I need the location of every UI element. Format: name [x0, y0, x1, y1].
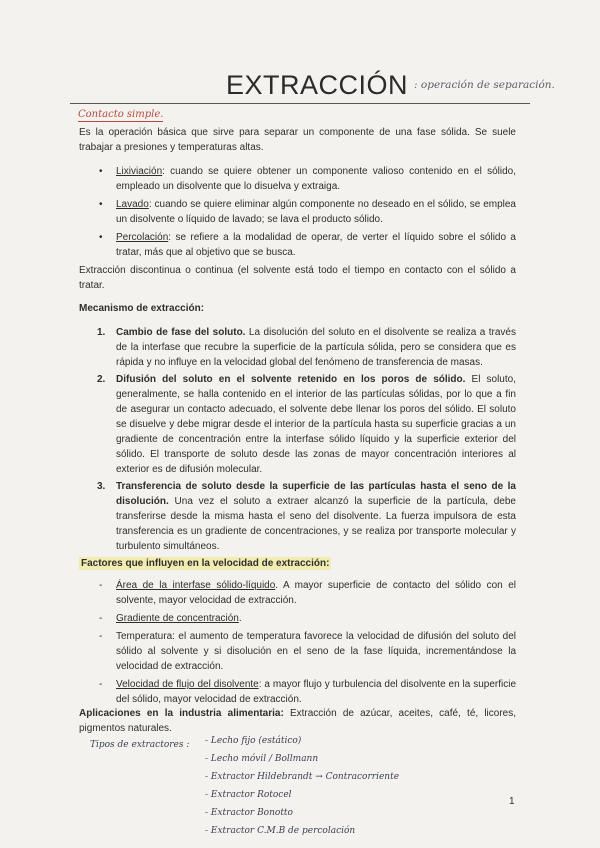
factor-text: . A mayor superficie de contacto del sólido con el solvente, mayor velocidad de extracción.: [116, 580, 516, 606]
step-number: 3.: [97, 481, 106, 492]
factor-text: : a mayor flujo y turbulencia del disolvente en la superficie del sólido, mayor velocidad de extracción.: [116, 679, 516, 705]
title-row: [226, 70, 555, 101]
factor-area: [79, 578, 516, 608]
applications-heading: Aplicaciones en la industria alimentaria:: [79, 708, 284, 719]
handwritten-extractors-label: Tipos de extractores :: [90, 740, 190, 750]
mechanism-steps: [79, 325, 516, 554]
step-number: 2.: [97, 374, 106, 385]
description: cuando se quiere eliminar algún componente no deseado en el sólido, se emplea un disolvente o líquido de lavado; se lava el producto sólido.: [116, 199, 516, 225]
handwritten-extractor-item: - Lecho móvil / Bollmann: [205, 754, 319, 764]
description: cuando se quiere obtener un componente valioso contenido en el sólido, empleado un disolvente que lo disuelva y extraiga.: [116, 166, 516, 192]
term: Percolación: [116, 232, 169, 243]
factor-text: .: [238, 613, 242, 624]
step-3: [79, 479, 516, 554]
factor-flow: [79, 677, 516, 707]
step-text: La disolución del soluto en el disolvente se realiza a través de la interfase que recubre la superficie de la partícula sólida, pero se considera que es rápida y no influye en la velocidad global del fenómeno de transferencia de masas.: [116, 327, 516, 368]
step-text: El soluto, generalmente, se halla contenido en el interior de las partículas sólidas, por lo que a fin de asegurar un contacto adecuado, el solvente debe llenar los poros del sólido. El soluto se disuelve y debe migrar desde el interior de la partícula hasta su superficie gracias a un gradiente de concentración entre la interfase sólido líquido y la superficie exterior del sólido. El transporte de soluto desde las zonas de mayor concentración interiores al exterior es de difusión molecular.: [116, 374, 516, 475]
factors-list-block: [79, 578, 516, 710]
step-text: Una vez el soluto a extraer alcanzó la superficie de la partícula, debe transferirse desde la misma hasta el seno del disolvente. La fuerza impulsora de esta transferencia es un gradiente de concentraciones, y se realiza por transporte molecular y turbulento simultáneos.: [116, 496, 516, 552]
factor-term: Gradiente de concentración: [116, 613, 239, 624]
description: se refiere a la modalidad de operar, de verter el líquido sobre el sólido a tratar, más que al objetivo que se busca.: [116, 232, 516, 258]
list-item-lavado: • Lavado: cuando se quiere eliminar algún componente no deseado en el sólido, se emplea un disolvente o líquido de lavado; se lava el producto sólido.: [79, 197, 516, 227]
types-list-block: [79, 164, 516, 263]
continuous-paragraph: [79, 263, 516, 293]
handwritten-title-note: : operación de separación.: [414, 79, 555, 91]
step-number: 1.: [97, 327, 106, 338]
handwritten-extractor-item: - Extractor Bonotto: [205, 808, 293, 818]
handwritten-extractor-item: - Extractor C.M.B de percolación: [205, 826, 356, 836]
step-title: Cambio de fase del soluto.: [116, 327, 246, 338]
handwritten-section-label: Contacto simple.: [78, 109, 164, 120]
continuous-text: Extracción discontinua o continua (el solvente está todo el tiempo en contacto con el sólido a tratar.: [79, 265, 516, 291]
factors-list: [79, 578, 516, 707]
list-item-percolacion: • Percolación: se refiere a la modalidad de operar, de verter el líquido sobre el sólido a tratar, más que al objetivo que se busca.: [79, 230, 516, 260]
list-item-lixiviacion: • Lixiviación: cuando se quiere obtener un componente valioso contenido en el sólido, empleado un disolvente que lo disuelva y extraiga.: [79, 164, 516, 194]
title-underline: [70, 103, 530, 104]
applications-block: [79, 706, 516, 736]
mechanism-steps-block: [79, 325, 516, 556]
factors-heading: Factores que influyen en la velocidad de extracción:: [81, 558, 330, 569]
term: Lavado: [116, 199, 149, 210]
step-2: [79, 372, 516, 477]
factor-term: Velocidad de flujo del disolvente: [116, 679, 259, 690]
types-list: [79, 164, 516, 260]
applications-text: Extracción de azúcar, aceites, café, té, licores, pigmentos naturales.: [79, 708, 517, 734]
factor-gradient: [79, 611, 516, 626]
step-1: [79, 325, 516, 370]
intro-paragraph: [79, 125, 516, 155]
mechanism-heading: Mecanismo de extracción:: [79, 303, 205, 314]
term: Lixiviación: [116, 166, 163, 177]
step-title: Difusión del soluto en el solvente retenido en los poros de sólido.: [116, 374, 466, 385]
handwritten-extractor-item: - Extractor Rotocel: [205, 790, 292, 800]
handwritten-extractor-item: - Lecho fijo (estático): [205, 736, 302, 746]
intro-text: Es la operación básica que sirve para separar un componente de una fase sólida. Se suele trabajar a presiones y temperaturas altas.: [79, 127, 516, 153]
step-title: Transferencia de soluto desde la superficie de las partículas hasta el seno de la disolución.: [116, 481, 516, 507]
page-title: EXTRACCIÓN: [226, 70, 409, 100]
page-number: 1: [509, 796, 515, 807]
factor-temperature: [79, 629, 516, 674]
factor-text: Temperatura: el aumento de temperatura favorece la velocidad de difusión del soluto del sólido al solvente y si disolución en el seno de la fase líquida, incrementándose la velocidad de extracción.: [116, 631, 516, 672]
factor-term: Área de la interfase sólido-líquido: [116, 580, 276, 591]
factors-heading-block: [79, 556, 516, 571]
mechanism-heading-block: [79, 301, 516, 316]
handwritten-extractor-item: - Extractor Hildebrandt → Contracorriente: [205, 772, 400, 782]
